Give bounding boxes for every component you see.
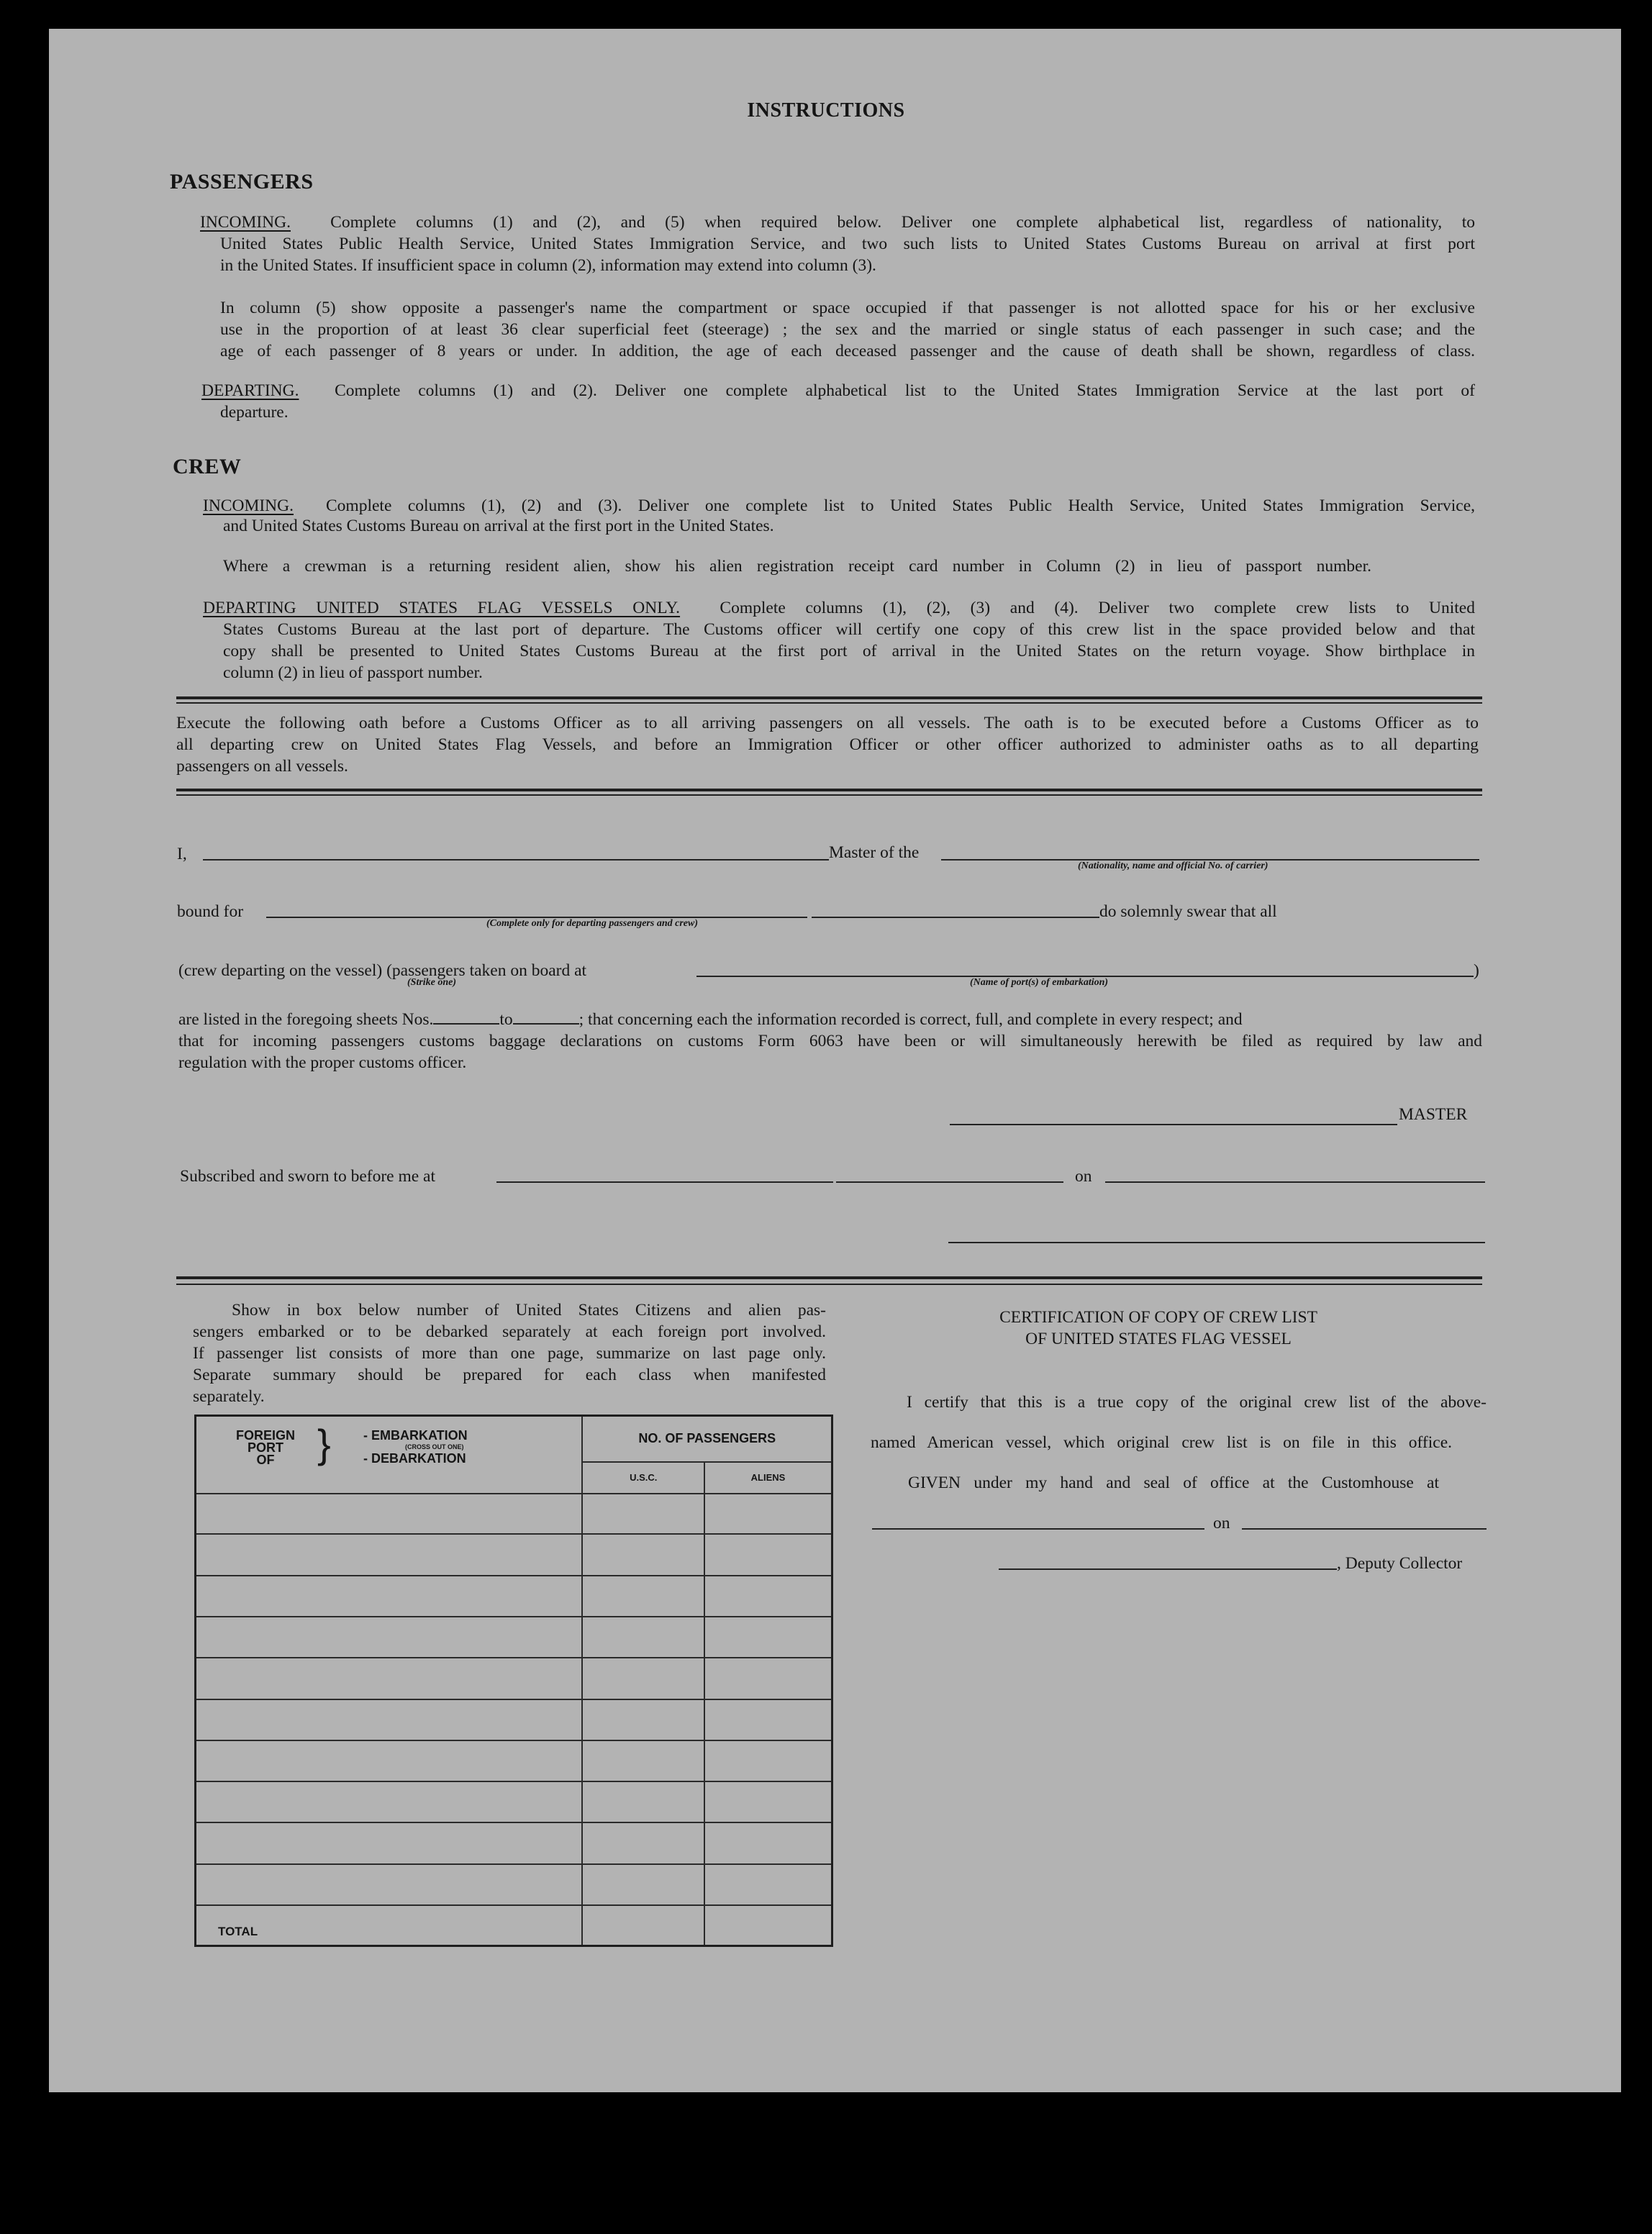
- certification-title-line2: OF UNITED STATES FLAG VESSEL: [1025, 1330, 1292, 1348]
- summary-instructions-line5: separately.: [193, 1387, 265, 1406]
- sworn-at-field-2[interactable]: [836, 1181, 1063, 1183]
- port-cell[interactable]: [196, 1699, 583, 1740]
- aliens-cell[interactable]: [704, 1658, 832, 1699]
- deputy-collector-label: , Deputy Collector: [1337, 1554, 1463, 1573]
- usc-cell[interactable]: [582, 1576, 704, 1617]
- divider: [176, 1284, 1482, 1285]
- aliens-cell[interactable]: [704, 1534, 832, 1575]
- aliens-header: ALIENS: [704, 1462, 832, 1494]
- certification-on-label: on: [1213, 1514, 1230, 1533]
- passengers-incoming-line2: United States Public Health Service, United States Immigration Service, and two such lists to United States Customs Bureau on arrival at first port: [220, 235, 1475, 253]
- aliens-cell[interactable]: [704, 1740, 832, 1781]
- oath-instructions-line3: passengers on all vessels.: [176, 757, 348, 776]
- total-row: [196, 1905, 832, 1945]
- embarkation-label: - EMBARKATION: [363, 1428, 468, 1443]
- foreign-port-of-label: FOREIGN PORT OF: [235, 1428, 295, 1467]
- nationality-caption: (Nationality, name and official No. of carrier): [1078, 861, 1268, 871]
- table-row: [196, 1617, 832, 1658]
- swear-label: do solemnly swear that all: [1099, 902, 1277, 921]
- crew-departing-line2: States Customs Bureau at the last port of departure. The Customs officer will certify one copy of this crew list in the space provided below and that: [223, 620, 1475, 639]
- column5-line3: age of each passenger of 8 years or under. In addition, the age of each deceased passenger and the cause of death shall be shown, regardless of class.: [220, 342, 1475, 360]
- crew-departing-label: DEPARTING UNITED STATES FLAG VESSELS ONLY.: [203, 599, 681, 617]
- table-row: [196, 1699, 832, 1740]
- sworn-at-field[interactable]: [496, 1181, 833, 1183]
- crew-incoming-line1: INCOMING. Complete columns (1), (2) and (3). Deliver one complete list to United States Public Health Service, United States Immigration Service,: [203, 496, 1475, 515]
- port-cell[interactable]: [196, 1864, 583, 1905]
- port-cell[interactable]: [196, 1534, 583, 1575]
- master-name-field[interactable]: [203, 859, 829, 861]
- subscribed-label: Subscribed and sworn to before me at: [180, 1167, 436, 1186]
- crew-departing-line3: copy shall be presented to United States Customs Bureau at the first port of arrival in the United States on the return voyage. Show birthplace in: [223, 642, 1475, 660]
- sheets-line: are listed in the foregoing sheets Nos. to ; that concerning each the information recorded is correct, full, and complete in every respect; and: [178, 1010, 1243, 1029]
- ports-caption: (Name of port(s) of embarkation): [970, 977, 1109, 988]
- sworn-date-field[interactable]: [1105, 1181, 1485, 1183]
- passenger-summary-table: [194, 1415, 833, 1947]
- usc-cell[interactable]: [582, 1494, 704, 1534]
- passengers-departing-line1: DEPARTING. Complete columns (1) and (2). Deliver one complete alphabetical list to the United States Immigration Service at the last port of: [201, 381, 1475, 400]
- passengers-departing-line2: departure.: [220, 403, 289, 422]
- usc-cell[interactable]: [582, 1864, 704, 1905]
- deputy-collector-signature-field[interactable]: [999, 1568, 1337, 1570]
- page-title: INSTRUCTIONS: [747, 99, 905, 122]
- aliens-cell[interactable]: [704, 1576, 832, 1617]
- usc-cell[interactable]: [582, 1781, 704, 1822]
- close-paren: ): [1474, 961, 1479, 980]
- table-row: [196, 1822, 832, 1863]
- crew-passengers-label: (crew departing on the vessel) (passengers taken on board at: [178, 961, 587, 980]
- oath-instructions-line1: Execute the following oath before a Customs Officer as to all arriving passengers on all vessels. The oath is to be executed before a Customs Officer as to: [176, 714, 1479, 732]
- column5-line1: In column (5) show opposite a passenger's name the compartment or space occupied if that passenger is not allotted space for his or her exclusive: [220, 299, 1475, 317]
- sheet-from-field[interactable]: [433, 1009, 499, 1025]
- total-usc-cell[interactable]: [582, 1905, 704, 1945]
- no-of-passengers-header: NO. OF PASSENGERS: [582, 1416, 832, 1462]
- table-row: [196, 1781, 832, 1822]
- usc-header: U.S.C.: [582, 1462, 704, 1494]
- certification-title-line1: CERTIFICATION OF COPY OF CREW LIST: [999, 1308, 1317, 1327]
- divider: [176, 702, 1482, 704]
- table-row: [196, 1864, 832, 1905]
- cross-out-one-label: (CROSS OUT ONE): [405, 1443, 464, 1450]
- passengers-incoming-line3: in the United States. If insufficient space in column (2), information may extend into column (3).: [220, 256, 876, 275]
- passengers-departing-label: DEPARTING.: [201, 381, 299, 400]
- total-label: TOTAL: [196, 1905, 583, 1945]
- table-row: [196, 1576, 832, 1617]
- usc-cell[interactable]: [582, 1822, 704, 1863]
- crew-incoming-line2: and United States Customs Bureau on arrival at the first port in the United States.: [223, 517, 774, 535]
- master-of-label: Master of the: [829, 843, 920, 862]
- total-aliens-cell[interactable]: [704, 1905, 832, 1945]
- crew-heading: CREW: [173, 455, 242, 478]
- customhouse-field[interactable]: [872, 1528, 1204, 1530]
- brace-icon: }: [317, 1421, 331, 1466]
- foreign-port-header: [196, 1416, 583, 1494]
- aliens-cell[interactable]: [704, 1864, 832, 1905]
- port-cell[interactable]: [196, 1576, 583, 1617]
- divider: [176, 789, 1482, 791]
- port-cell[interactable]: [196, 1617, 583, 1658]
- bound-for-field-2[interactable]: [812, 917, 1099, 918]
- port-cell[interactable]: [196, 1740, 583, 1781]
- officer-signature-field[interactable]: [948, 1242, 1485, 1243]
- passengers-incoming-label: INCOMING.: [200, 213, 291, 232]
- regulation-line: regulation with the proper customs officer.: [178, 1053, 467, 1072]
- aliens-cell[interactable]: [704, 1781, 832, 1822]
- passengers-heading: PASSENGERS: [170, 170, 314, 194]
- table-row: [196, 1534, 832, 1575]
- oath-i-label: I,: [177, 845, 187, 863]
- resident-alien-note: Where a crewman is a returning resident alien, show his alien registration receipt card number in Column (2) in lieu of passport number.: [223, 557, 1371, 576]
- table-row: [196, 1658, 832, 1699]
- certify-line1: I certify that this is a true copy of the original crew list of the above-: [907, 1393, 1487, 1412]
- sworn-on-label: on: [1075, 1167, 1092, 1186]
- strike-one-caption: (Strike one): [407, 977, 457, 988]
- divider: [176, 1276, 1482, 1279]
- aliens-cell[interactable]: [704, 1494, 832, 1534]
- port-cell[interactable]: [196, 1781, 583, 1822]
- usc-cell[interactable]: [582, 1699, 704, 1740]
- crew-incoming-label: INCOMING.: [203, 496, 294, 515]
- usc-cell[interactable]: [582, 1740, 704, 1781]
- aliens-cell[interactable]: [704, 1617, 832, 1658]
- summary-instructions-line3: If passenger list consists of more than one page, summarize on last page only.: [193, 1344, 826, 1363]
- oath-instructions-line2: all departing crew on United States Flag Vessels, and before an Immigration Officer or other officer authorized to administer oaths as to all departing: [176, 735, 1479, 754]
- certify-line2: named American vessel, which original crew list is on file in this office.: [871, 1433, 1452, 1452]
- usc-cell[interactable]: [582, 1658, 704, 1699]
- port-cell[interactable]: [196, 1494, 583, 1534]
- table-row: [196, 1740, 832, 1781]
- baggage-declaration-line: that for incoming passengers customs baggage declarations on customs Form 6063 have been or will simultaneously herewith be filed as required by law and: [178, 1032, 1482, 1050]
- table-row: [196, 1494, 832, 1534]
- port-cell[interactable]: [196, 1658, 583, 1699]
- passengers-incoming-line1: INCOMING. Complete columns (1) and (2), and (5) when required below. Deliver one complete alphabetical list, regardless of nationality, to: [200, 213, 1476, 232]
- aliens-cell[interactable]: [704, 1699, 832, 1740]
- aliens-cell[interactable]: [704, 1822, 832, 1863]
- summary-instructions-line1: Show in box below number of United States Citizens and alien pas-: [232, 1301, 826, 1320]
- debarkation-label: - DEBARKATION: [363, 1451, 466, 1466]
- summary-instructions-line2: sengers embarked or to be debarked separately at each foreign port involved.: [193, 1322, 826, 1341]
- sheet-to-field[interactable]: [513, 1009, 579, 1025]
- complete-only-caption: (Complete only for departing passengers and crew): [486, 918, 698, 929]
- certification-date-field[interactable]: [1242, 1528, 1487, 1530]
- summary-instructions-line4: Separate summary should be prepared for each class when manifested: [193, 1366, 826, 1384]
- usc-cell[interactable]: [582, 1617, 704, 1658]
- crew-departing-line1: DEPARTING UNITED STATES FLAG VESSELS ONLY. Complete columns (1), (2), (3) and (4). Deliver two complete crew lists to United: [203, 599, 1475, 617]
- divider: [176, 696, 1482, 699]
- port-cell[interactable]: [196, 1822, 583, 1863]
- certify-line3: GIVEN under my hand and seal of office at the Customhouse at: [908, 1474, 1439, 1492]
- usc-cell[interactable]: [582, 1534, 704, 1575]
- crew-departing-line4: column (2) in lieu of passport number.: [223, 663, 483, 682]
- bound-for-label: bound for: [177, 902, 244, 921]
- master-label: MASTER: [1399, 1105, 1468, 1124]
- column5-line2: use in the proportion of at least 36 clear superficial feet (steerage) ; the sex and the married or single status of each passenger in such case; and the: [220, 320, 1475, 339]
- divider: [176, 794, 1482, 796]
- master-signature-field[interactable]: [950, 1124, 1397, 1125]
